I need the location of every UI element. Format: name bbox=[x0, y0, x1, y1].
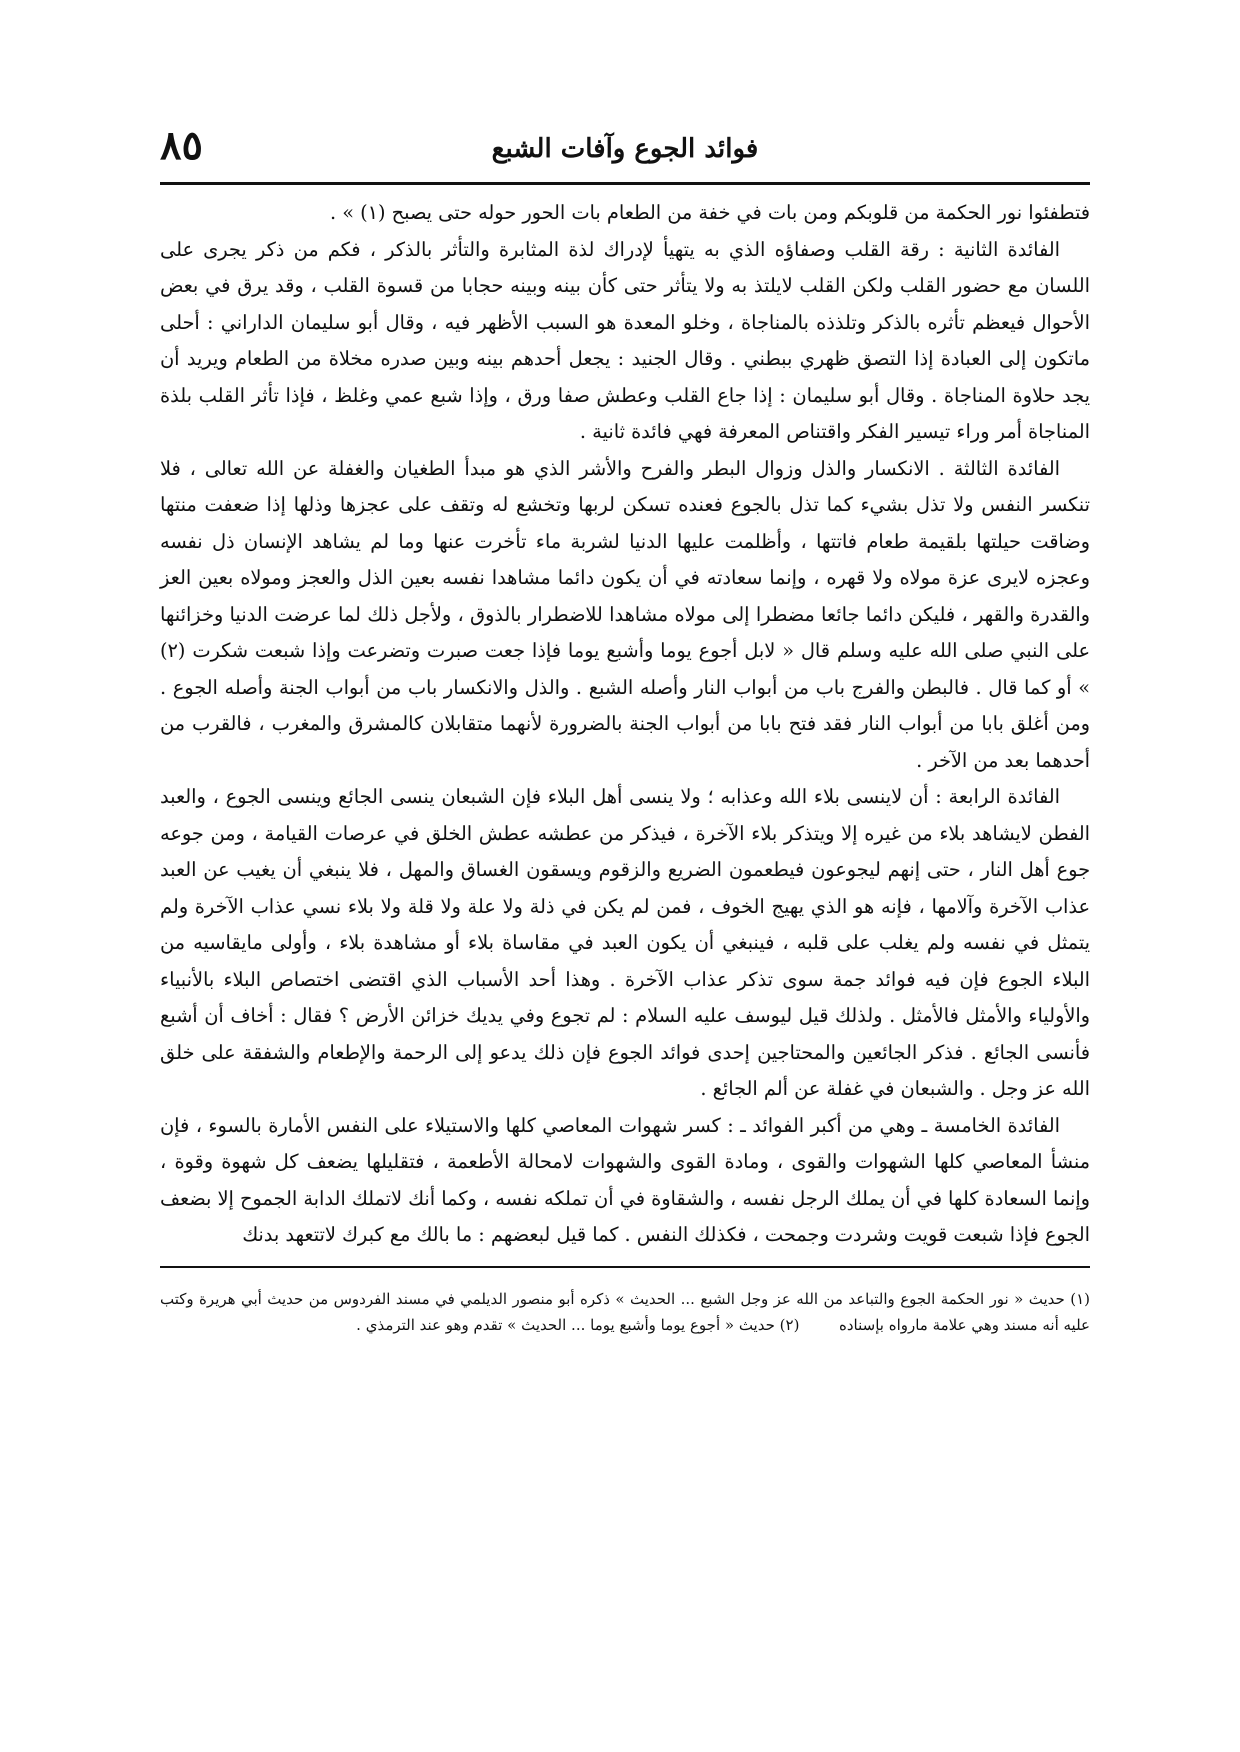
page-number: ٨٥ bbox=[160, 122, 203, 169]
running-title: فوائد الجوع وآفات الشبع bbox=[491, 134, 759, 164]
page-header bbox=[160, 122, 1090, 185]
main-text bbox=[160, 195, 1090, 1254]
paragraph-continuation: فتطفئوا نور الحكمة من قلوبكم ومن بات في خفة من الطعام بات الحور حوله حتى يصبح (١) » . bbox=[329, 201, 1090, 224]
paragraph-benefit-two: الفائدة الثانية : رقة القلب وصفاؤه الذي به يتهيأ لإدراك لذة المثابرة والتأثر بالذكر ، فكم من ذكر يجرى على اللسان مع حضور القلب ولكن القلب لايلتذ به ولا يتأثر حتى كأن بينه وبينه حجابا من قسوة القلب ، وقد يرق في بعض الأحوال فيعظم تأثره بالذكر وتلذذه بالمناجاة ، وخلو المعدة هو السبب الأظهر فيه ، وقال أبو سليمان الداراني : أحلى ماتكون إلى العبادة إذا التصق ظهري ببطني . وقال الجنيد : يجعل أحدهم بينه وبين صدره مخلاة من الطعام ويريد أن يجد حلاوة المناجاة . وقال أبو سليمان : إذا جاع القلب وعطش صفا ورق ، وإذا شبع عمي وغلظ ، فإذا تأثر القلب بلذة المناجاة أمر وراء تيسير الفكر واقتناص المعرفة فهي فائدة ثانية . bbox=[160, 237, 1090, 443]
paragraph-benefit-five: الفائدة الخامسة ـ وهي من أكبر الفوائد ـ : كسر شهوات المعاصي كلها والاستيلاء على النفس الأمارة بالسوء ، فإن منشأ المعاصي كلها الشهوات والقوى ، ومادة القوى والشهوات لامحالة الأطعمة ، فتقليلها يضعف كل شهوة وقوة ، وإنما السعادة كلها في أن يملك الرجل نفسه ، والشقاوة في أن تملكه نفسه ، وكما أنك لاتملك الدابة الجموح إلا بضعف الجوع فإذا شبعت قويت وشردت وجمحت ، فكذلك النفس . كما قيل لبعضهم : ما بالك مع كبرك لاتتعهد بدنك bbox=[160, 1113, 1090, 1246]
footnote-divider bbox=[160, 1266, 1090, 1268]
footnotes bbox=[160, 1286, 1090, 1338]
book-page bbox=[160, 122, 1090, 1682]
footnote-2: (٢) حديث « أجوع يوما وأشبع يوما ... الحديث » تقدم وهو عند الترمذي . bbox=[356, 1315, 800, 1334]
paragraph-benefit-four: الفائدة الرابعة : أن لاينسى بلاء الله وعذابه ؛ ولا ينسى أهل البلاء فإن الشبعان ينسى الجائع وينسى الجوع ، والعبد الفطن لايشاهد بلاء من غيره إلا ويتذكر بلاء الآخرة ، فيذكر من عطشه عطش الخلق في عرصات القيامة ، ومن جوعه جوع أهل النار ، حتى إنهم ليجوعون فيطعمون الضريع والزقوم ويسقون الغساق والمهل ، فلا ينبغي أن يغيب عن العبد عذاب الآخرة وآلامها ، فإنه هو الذي يهيج الخوف ، فمن لم يكن في ذلة ولا علة ولا قلة ولا بلاء نسي عذاب الآخرة ولم يتمثل في نفسه ولم يغلب على قلبه ، فينبغي أن يكون العبد في مقاساة بلاء أو مشاهدة بلاء ، وأولى مايقاسيه من البلاء الجوع فإن فيه فوائد جمة سوى تذكر عذاب الآخرة . وهذا أحد الأسباب الذي اقتضى اختصاص البلاء بالأنبياء والأولياء والأمثل فالأمثل . ولذلك قيل ليوسف عليه السلام : لم تجوع وفي يديك خزائن الأرض ؟ فقال : أخاف أن أشبع فأنسى الجائع . فذكر الجائعين والمحتاجين إحدى فوائد الجوع فإن ذلك يدعو إلى الرحمة والإطعام والشفقة على خلق الله عز وجل . والشبعان في غفلة عن ألم الجائع . bbox=[160, 785, 1090, 1100]
footnote-1: (١) حديث « نور الحكمة الجوع والتباعد من الله عز وجل الشبع ... الحديث » ذكره أبو منصور الديلمي في مسند الفردوس من حديث أبي هريرة وكتب عليه أنه مسند وهي علامة مارواه بإسناده bbox=[160, 1289, 1090, 1334]
paragraph-benefit-three: الفائدة الثالثة . الانكسار والذل وزوال البطر والفرح والأشر الذي هو مبدأ الطغيان والغفلة عن الله تعالى ، فلا تنكسر النفس ولا تذل بشيء كما تذل بالجوع فعنده تسكن لربها وتخشع له وتقف على عجزها وذلها إذا ضعفت منتها وضاقت حيلتها بلقيمة طعام فاتتها ، وأظلمت عليها الدنيا لشربة ماء تأخرت عنها وما لم يشاهد الإنسان ذل نفسه وعجزه لايرى عزة مولاه ولا قهره ، وإنما سعادته في أن يكون دائما مشاهدا نفسه بعين الذل والعجز ومولاه بعين العز والقدرة والقهر ، فليكن دائما جائعا مضطرا إلى مولاه مشاهدا للاضطرار بالذوق ، ولأجل ذلك لما عرضت الدنيا وخزائنها على النبي صلى الله عليه وسلم قال « لابل أجوع يوما وأشبع يوما فإذا جعت صبرت وتضرعت وإذا شبعت شكرت (٢) » أو كما قال . فالبطن والفرج باب من أبواب النار وأصله الشبع . والذل والانكسار باب من أبواب الجنة وأصله الجوع . ومن أغلق بابا من أبواب النار فقد فتح بابا من أبواب الجنة بالضرورة لأنهما متقابلان كالمشرق والمغرب ، فالقرب من أحدهما بعد من الآخر . bbox=[160, 456, 1090, 772]
